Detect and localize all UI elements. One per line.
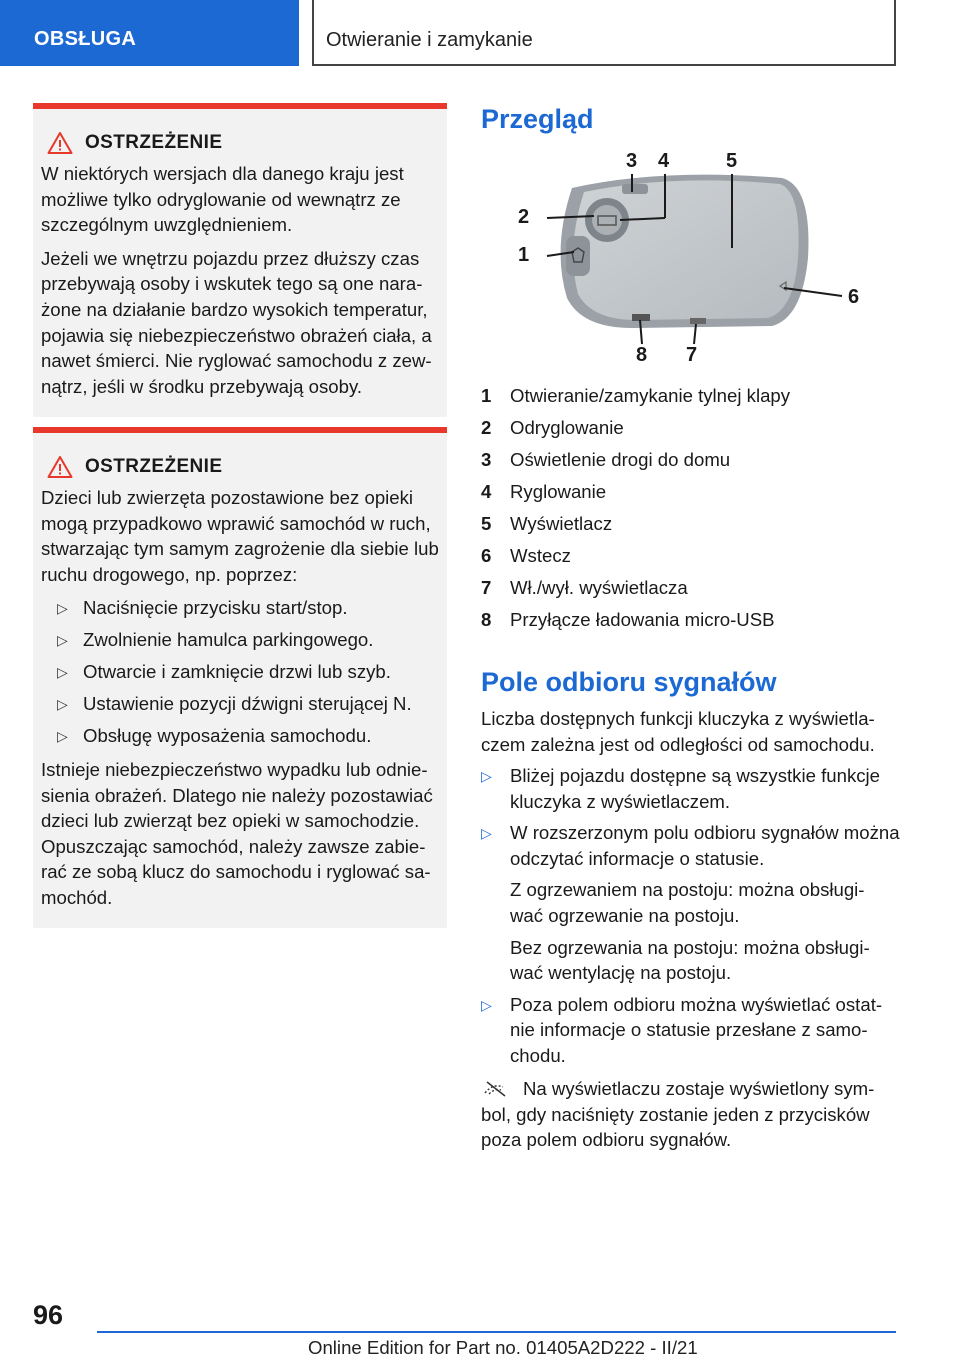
reception-list: [481, 763, 901, 1075]
warning-list: [41, 595, 439, 749]
list-item: ▷ Bliżej pojazdu dostępne są wszystkie funkcje kluczyka z wyświetlaczem.: [481, 765, 881, 812]
triangle-bullet-icon: ▷: [481, 825, 492, 842]
triangle-bullet-icon: ▷: [57, 600, 68, 617]
legend-row: 7 Wł./wył. wyświetlacza: [481, 577, 688, 598]
figure-label: 4: [658, 150, 670, 172]
figure-label: 3: [626, 150, 638, 172]
warning-intro: Dzieci lub zwierzęta pozostawione bez opieki mogą przypadkowo wprawić samochód w ruch, stwarzając tym samym zagrożenie dla siebie lub ruchu drogowego, np. poprzez:: [41, 487, 439, 585]
figure-label: 6: [848, 286, 860, 308]
triangle-bullet-icon: ▷: [57, 696, 68, 713]
legend-row: 3 Oświetlenie drogi do domu: [481, 449, 731, 470]
no-signal-icon: [481, 1079, 515, 1097]
list-item: ▷ Zwolnienie hamulca parkingowego.: [41, 627, 439, 653]
warning-title: OSTRZEŻENIE: [85, 456, 223, 477]
footer-divider: [97, 1331, 896, 1333]
legend-row: 1 Otwieranie/zamykanie tylnej klapy: [481, 385, 791, 406]
warning-outro: Istnieje niebezpieczeństwo wypadku lub odnie- sienia obrażeń. Dlatego nie należy pozostawiać dzieci lub zwierząt bez opieki w samochodzie. Opuszczając samochód, należy zawsze zabie- rać ze sobą klucz do samochodu i ryglować sa- mochód.: [41, 758, 433, 908]
legend-row: 5 Wyświetlacz: [481, 513, 613, 534]
triangle-bullet-icon: ▷: [57, 728, 68, 745]
warning-triangle-icon: [47, 455, 73, 479]
legend-row: 8 Przyłącze ładowania micro-USB: [481, 609, 775, 630]
section-title-reception: Pole odbioru sygnałów: [481, 667, 777, 697]
section-title-overview: Przegląd: [481, 104, 594, 134]
header-chapter-tab: [312, 0, 896, 66]
figure-label: 2: [518, 206, 530, 228]
warning-paragraph: W niektórych wersjach dla danego kraju jest możliwe tylko odryglowanie od wewnątrz ze szczególnym uwzględnieniem.: [41, 163, 404, 236]
list-item: ▷ W rozszerzonym polu odbioru sygnałów można odczytać informacje o statusie. Z ogrzewaniem na postoju: można obsługi- wać ogrzewanie na postoju. Bez ogrzewania na postoju: można obsługi- wać wentylację na postoju.: [481, 820, 901, 986]
warning-triangle-icon: [47, 131, 73, 155]
warning-heading: [47, 455, 439, 479]
warning-heading: [47, 131, 439, 155]
triangle-bullet-icon: ▷: [481, 996, 492, 1013]
warning-paragraph: Jeżeli we wnętrzu pojazdu przez dłuższy czas przebywają osoby i wskutek tego są one nara- żone na działanie bardzo wysokich temperatur, pojawia się niebezpieczeństwo obrażeń ciała, a nawet śmierci. Nie ryglować samochodu z zew- nątrz, jeśli w środku przebywają osoby.: [41, 247, 432, 397]
warning-title: OSTRZEŻENIE: [85, 132, 223, 153]
list-item: ▷ Obsługę wyposażenia samochodu.: [41, 723, 439, 749]
list-item: ▷ Otwarcie i zamknięcie drzwi lub szyb.: [41, 659, 439, 685]
sub-paragraph: Bez ogrzewania na postoju: można obsługi- wać wentylację na postoju.: [510, 936, 870, 984]
figure-label: 7: [686, 344, 698, 366]
legend-row: 2 Odryglowanie: [481, 417, 624, 438]
list-item: ▷ Ustawienie pozycji dźwigni sterującej N.: [41, 691, 439, 717]
page-number: 96: [33, 1300, 64, 1330]
legend-list: [481, 380, 901, 636]
warning-box-2: [33, 427, 447, 928]
header-section-label: OBSŁUGA: [34, 28, 137, 50]
reception-intro: Liczba dostępnych funkcji kluczyka z wyświetla- czem zależna jest od odległości od samochodu.: [481, 708, 875, 755]
no-signal-note: Na wyświetlaczu zostaje wyświetlony sym- bol, gdy naciśnięty zostanie jeden z przycisków poza polem odbioru sygnałów.: [481, 1078, 875, 1151]
triangle-bullet-icon: ▷: [57, 664, 68, 681]
figure-labels: [512, 148, 864, 370]
footer-edition: Online Edition for Part no. 01405A2D222 - II/21: [308, 1337, 698, 1358]
figure-label: 5: [726, 150, 738, 172]
list-item: ▷ Naciśnięcie przycisku start/stop.: [41, 595, 439, 621]
header-chapter-label: Otwieranie i zamykanie: [326, 29, 533, 51]
figure-label: 1: [518, 244, 530, 266]
triangle-bullet-icon: ▷: [57, 632, 68, 649]
sub-paragraph: Z ogrzewaniem na postoju: można obsługi- wać ogrzewanie na postoju.: [510, 879, 865, 926]
figure-label: 8: [636, 344, 648, 366]
triangle-bullet-icon: ▷: [481, 768, 492, 784]
list-item: ▷ Poza polem odbioru można wyświetlać ostat- nie informacje o statusie przesłane z samo- chodu.: [481, 993, 883, 1066]
warning-box-1: [33, 103, 447, 417]
header-section-tab: [0, 0, 299, 66]
legend-row: 6 Wstecz: [481, 545, 571, 566]
legend-row: 4 Ryglowanie: [481, 481, 607, 502]
